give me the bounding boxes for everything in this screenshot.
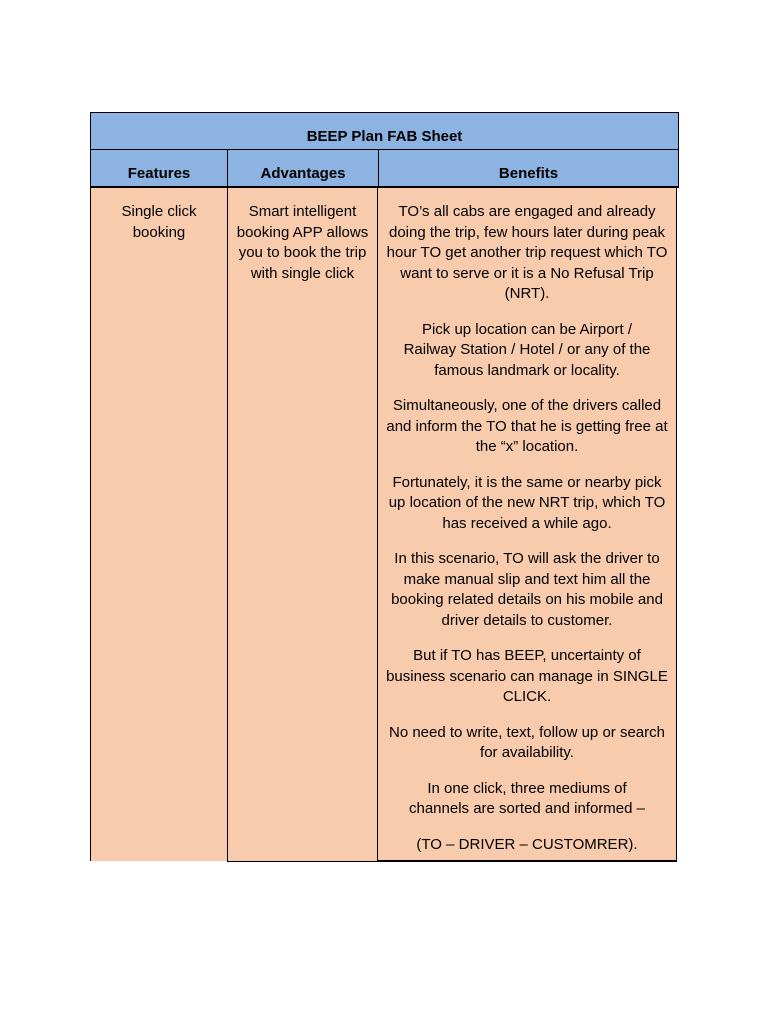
sheet-title: BEEP Plan FAB Sheet (90, 112, 679, 150)
feature-text: Single click booking (121, 203, 197, 241)
benefit-paragraph: Simultaneously, one of the drivers called and inform the TO that he is getting free at the “x” location. (386, 397, 668, 455)
features-cell (90, 188, 227, 861)
features-header: Features (91, 150, 228, 186)
benefit-paragraph: In one click, three mediums of channels are sorted and informed – (409, 779, 645, 817)
benefit-paragraph: Fortunately, it is the same or nearby pick up location of the new NRT trip, which TO has received a while ago. (388, 473, 666, 532)
advantage-text: Smart intelligent booking APP allows you to book the trip with single click (236, 203, 369, 282)
benefit-paragraph: In this scenario, TO will ask the driver to make manual slip and text him all the booking related details on his mobile and driver details to customer. (391, 550, 663, 629)
benefit-paragraph: But if TO has BEEP, uncertainty of business scenario can manage in SINGLE CLICK. (386, 647, 668, 705)
benefit-paragraph: No need to write, text, follow up or search for availability. (389, 723, 665, 761)
benefit-paragraph: (TO – DRIVER – CUSTOMRER). (416, 835, 638, 853)
benefits-header: Benefits (498, 165, 559, 182)
benefit-paragraph: TO’s all cabs are engaged and already doing the trip, few hours later during peak hour TO get another trip request which TO want to serve or it is a No Refusal Trip (NRT). (386, 203, 668, 302)
benefits-cell (378, 188, 677, 862)
advantages-cell (227, 188, 378, 862)
advantages-header: Advantages (228, 150, 379, 186)
fab-sheet-table (90, 112, 679, 862)
table-row (90, 188, 679, 862)
header-row (90, 150, 679, 188)
benefit-paragraph: Pick up location can be Airport / Railway Station / Hotel / or any of the famous landmark or locality. (403, 320, 651, 379)
